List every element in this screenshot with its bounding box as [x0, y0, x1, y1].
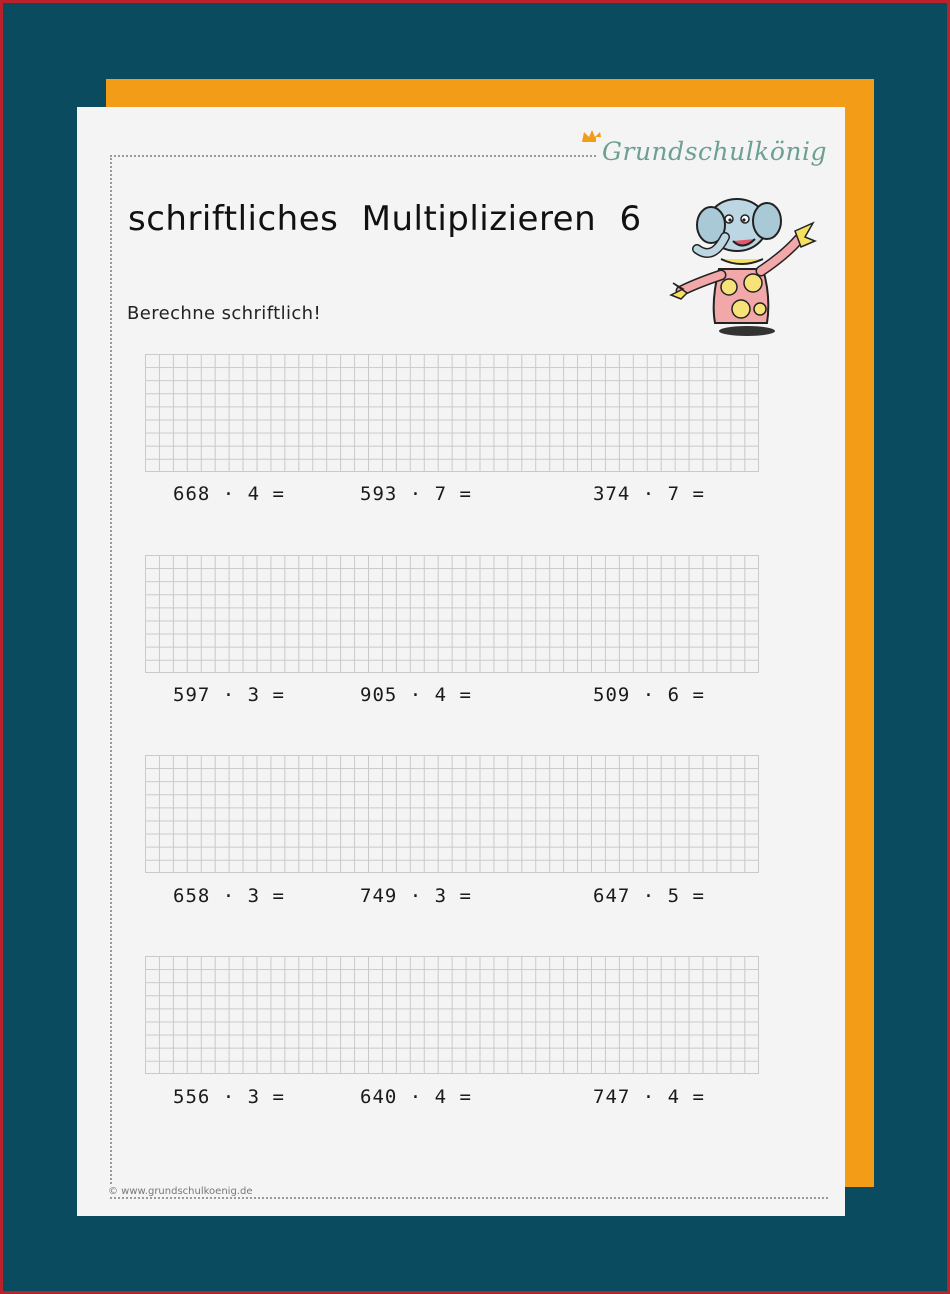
instruction-text: Berechne schriftlich! — [127, 303, 322, 324]
worksheet-page — [77, 107, 845, 1216]
elephant-mascot-icon — [667, 191, 817, 339]
worksheet-title: schriftliches Multiplizieren 6 — [128, 199, 642, 239]
copyright-footer: © www.grundschulkoenig.de — [108, 1186, 258, 1197]
task-8: 749 · 3 = — [360, 885, 472, 907]
task-3: 374 · 7 = — [593, 483, 705, 505]
task-4: 597 · 3 = — [173, 684, 285, 706]
calculation-grid — [145, 354, 759, 472]
task-12: 747 · 4 = — [593, 1086, 705, 1108]
task-11: 640 · 4 = — [360, 1086, 472, 1108]
task-7: 658 · 3 = — [173, 885, 285, 907]
brand-logo: Grundschulkönig — [596, 137, 831, 166]
task-1: 668 · 4 = — [173, 483, 285, 505]
task-10: 556 · 3 = — [173, 1086, 285, 1108]
calculation-grid — [145, 956, 759, 1074]
calculation-grid — [145, 755, 759, 873]
calculation-grid — [145, 555, 759, 673]
task-2: 593 · 7 = — [360, 483, 472, 505]
task-9: 647 · 5 = — [593, 885, 705, 907]
task-5: 905 · 4 = — [360, 684, 472, 706]
task-6: 509 · 6 = — [593, 684, 705, 706]
